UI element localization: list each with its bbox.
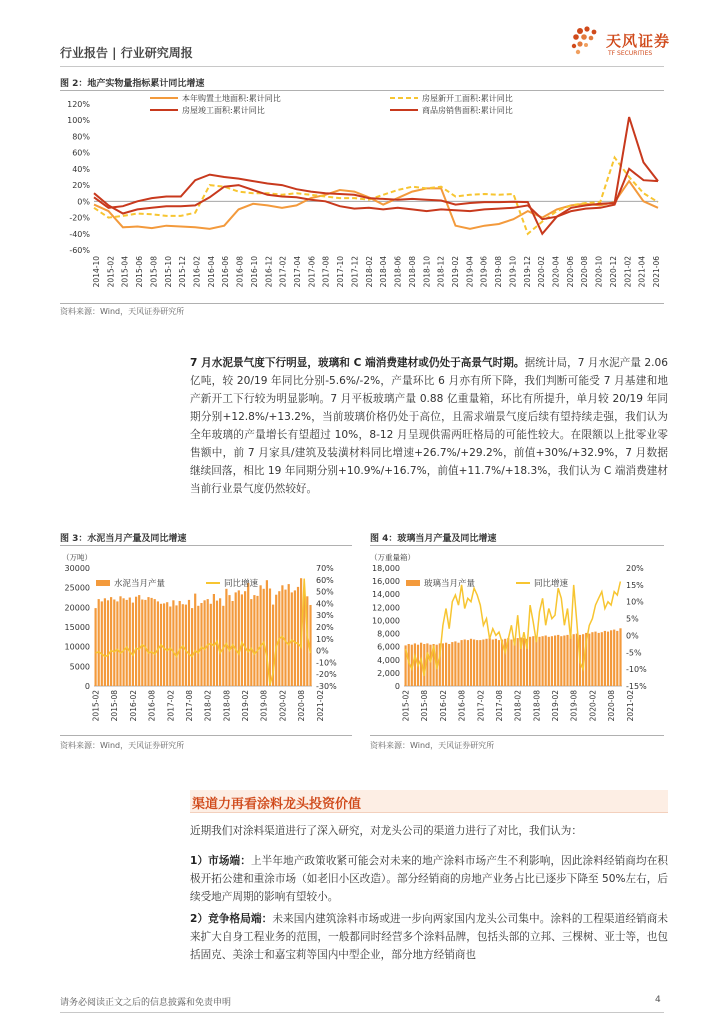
x-tick-label: 2018-08	[407, 256, 417, 288]
bar	[247, 583, 249, 686]
x-tick-label: 2015-12	[178, 256, 188, 288]
bar	[598, 633, 600, 686]
y-tick-label: 0	[394, 682, 400, 691]
y2-tick-label: -20%	[316, 670, 337, 680]
x-tick-label: 2019-08	[494, 256, 504, 288]
bar	[188, 600, 190, 686]
bar	[448, 644, 450, 686]
bar	[467, 640, 469, 686]
bar	[570, 636, 572, 687]
bar	[495, 639, 497, 686]
y-tick-label: 60%	[72, 148, 90, 158]
y-tick-label: -60%	[69, 246, 90, 255]
y-tick-label: 0	[84, 682, 90, 691]
x-tick-label: 2021-02	[315, 690, 325, 722]
paragraph-body: 据统计局，7 月水泥产量 2.06 亿吨，较 20/19 年同比分别-5.6%/-2%，产量环比 6 月亦有所下降，我们判断可能受 7 月基建和地产新开工下行较为明显影响。7 月平板玻璃产量 0.88 亿重量箱，环比有所提升，单月较 20/19 年同期分别+12.8%/+13.2%，当前玻璃价格仍处于高位，且需求端景气度后续有望持续走强，我们认为全年玻璃的产量增长有望超过 10%，8-12 月呈现供需两旺格局的可能性较大。在限额以上批零业零售额中，前 7 月家具/建筑及装潢材料同比增速+26.7%/+29.2%，前值+30%/+32.9%，7 月数据继续回落，相比 19 年同期分别+10.9%/+16.7%，前值+11.7%/+18.3%，我们认为 C 端消费建材当前行业景气度仍然较好。	[190, 357, 669, 495]
x-tick-label: 2019-04	[465, 256, 475, 288]
x-tick-label: 2019-02	[450, 256, 460, 288]
figure3-source: 资料来源：Wind，天风证券研究所	[60, 741, 185, 750]
y-tick-label: -40%	[69, 229, 90, 239]
bar	[461, 640, 463, 686]
x-tick-label: 2018-06	[393, 256, 403, 288]
x-tick-label: 2017-02	[166, 690, 176, 722]
x-tick-label: 2016-10	[249, 256, 259, 288]
x-tick-label: 2016-06	[221, 256, 231, 288]
bar	[554, 636, 556, 687]
y2-tick-label: 70%	[316, 564, 334, 573]
x-tick-label: 2015-06	[135, 256, 145, 288]
logo-subtext: TF SECURITIES	[608, 50, 653, 57]
bar	[185, 605, 187, 686]
figure4-bar-chart	[370, 550, 664, 732]
bar	[523, 638, 525, 686]
x-tick-label: 2019-08	[259, 690, 269, 722]
y2-tick-label: 20%	[626, 564, 644, 573]
y-tick-label: 6,000	[377, 642, 400, 652]
y-tick-label: 10000	[64, 642, 90, 652]
bar	[529, 637, 531, 686]
x-tick-label: 2015-08	[420, 690, 430, 722]
legend-label-2: 房屋竣工面积:累计同比	[182, 106, 265, 115]
y2-tick-label: 30%	[316, 611, 334, 621]
x-tick-label: 2018-04	[379, 256, 389, 288]
x-tick-label: 2015-04	[120, 256, 130, 288]
point-competition-text: 未来国内建筑涂料市场或进一步向两家国内龙头公司集中。涂料的工程渠道经销商未来扩大自身工程业务的范围，一般都同时经营多个涂料品牌，包括头部的立邦、三棵树、亚士等，也包括固克、美涂士和嘉宝莉等国内中型企业，部分地方经销商也	[190, 913, 669, 961]
x-tick-label: 2015-10	[163, 256, 173, 288]
figure3-rule	[60, 545, 352, 546]
legend-label-bar: 玻璃当月产量	[424, 579, 476, 589]
x-tick-label: 2020-08	[607, 690, 617, 722]
bar	[157, 601, 159, 686]
growth-line	[406, 582, 621, 676]
y-tick-label: 80%	[72, 132, 90, 142]
bar	[451, 642, 453, 686]
y-tick-label: 5000	[69, 662, 90, 672]
legend-label-bar: 水泥当月产量	[114, 579, 166, 589]
bar	[129, 598, 131, 687]
y2-tick-label: 5%	[626, 614, 639, 624]
paragraph-cement-glass	[190, 354, 668, 498]
y2-tick-label: 60%	[316, 575, 334, 585]
x-tick-label: 2015-08	[149, 256, 159, 288]
x-tick-label: 2017-02	[476, 690, 486, 722]
bar	[542, 636, 544, 686]
x-tick-label: 2015-02	[401, 690, 411, 722]
bar	[147, 597, 149, 686]
y2-tick-label: -10%	[316, 658, 337, 668]
x-tick-label: 2021-02	[623, 256, 633, 288]
x-tick-label: 2019-02	[241, 690, 251, 722]
y-tick-label: 100%	[67, 116, 90, 126]
x-tick-label: 2018-10	[422, 256, 432, 288]
figure4-rule	[370, 545, 664, 546]
x-tick-label: 2021-04	[637, 256, 647, 288]
y-tick-label: 4,000	[377, 655, 400, 665]
bar	[95, 608, 97, 686]
x-tick-label: 2015-08	[110, 690, 120, 722]
x-tick-label: 2016-02	[438, 690, 448, 722]
bar	[426, 643, 428, 686]
x-tick-label: 2020-02	[537, 255, 547, 288]
bar	[514, 639, 516, 686]
y-tick-label: 18,000	[372, 564, 400, 573]
x-tick-label: 2017-10	[336, 256, 346, 288]
brand-logo	[570, 24, 680, 64]
y-unit-label: （万重量箱）	[370, 553, 415, 562]
x-tick-label: 2020-08	[580, 256, 590, 288]
y2-tick-label: -15%	[626, 682, 647, 691]
y-tick-label: 10,000	[372, 616, 400, 626]
bar	[294, 590, 296, 686]
bar	[104, 598, 106, 686]
bar	[532, 636, 534, 686]
bar	[256, 596, 258, 686]
footer-divider	[60, 1012, 664, 1013]
x-tick-label: 2016-08	[147, 690, 157, 722]
bar	[163, 603, 165, 686]
disclaimer: 请务必阅读正文之后的信息披露和免责申明	[60, 998, 232, 1008]
y2-tick-label: 10%	[626, 597, 644, 607]
bar	[470, 639, 472, 686]
x-tick-label: 2016-08	[457, 690, 467, 722]
bar	[551, 636, 553, 686]
x-tick-label: 2016-02	[192, 256, 202, 288]
x-tick-label: 2018-08	[532, 690, 542, 722]
bar	[135, 597, 137, 686]
legend-label-line: 同比增速	[534, 579, 569, 589]
bar	[200, 603, 202, 686]
section-heading	[190, 790, 668, 813]
x-tick-label: 2019-02	[551, 690, 561, 722]
bar	[517, 638, 519, 686]
bar	[604, 631, 606, 686]
bar	[141, 600, 143, 687]
bar	[138, 595, 140, 686]
bar	[207, 599, 209, 686]
x-tick-label: 2015-02	[91, 690, 101, 722]
x-tick-label: 2016-12	[264, 256, 274, 288]
bar	[250, 599, 252, 686]
paragraph-lead: 7 月水泥景气度下行明显，玻璃和 C 端消费建材或仍处于高景气时期。	[190, 357, 525, 369]
x-tick-label: 2019-10	[508, 256, 518, 288]
figure2-rule-bottom	[60, 303, 664, 304]
bar	[172, 600, 174, 686]
bar	[175, 605, 177, 686]
y-unit-label: （万吨）	[62, 553, 92, 562]
x-tick-label: 2018-08	[222, 690, 232, 722]
x-tick-label: 2015-02	[106, 256, 116, 288]
x-tick-label: 2017-06	[307, 256, 317, 288]
report-category: 行业报告 | 行业研究周报	[60, 46, 193, 60]
bar	[414, 643, 416, 686]
figure2-source: 资料来源：Wind，天风证券研究所	[60, 307, 185, 316]
bar	[607, 632, 609, 686]
figure3-rule-bottom	[60, 735, 352, 736]
bar	[191, 608, 193, 686]
x-tick-label: 2020-08	[297, 690, 307, 722]
bar	[213, 594, 215, 686]
bar	[144, 600, 146, 686]
bar	[538, 637, 540, 686]
y2-tick-label: 50%	[316, 587, 334, 597]
legend-label-0: 本年购置土地面积:累计同比	[182, 94, 281, 103]
x-tick-label: 2018-02	[364, 256, 374, 288]
bar	[197, 606, 199, 686]
bar	[616, 631, 618, 686]
y2-tick-label: -30%	[316, 682, 337, 691]
bar	[228, 595, 230, 686]
y-tick-label: 14,000	[372, 590, 400, 600]
x-tick-label: 2020-02	[588, 690, 598, 722]
bar	[573, 634, 575, 686]
point-competition	[190, 910, 668, 964]
x-tick-label: 2020-06	[565, 256, 575, 288]
bar	[235, 592, 237, 686]
bar	[445, 643, 447, 686]
figure2-rule	[60, 90, 664, 91]
y-tick-label: 40%	[72, 164, 90, 174]
bar	[464, 640, 466, 687]
y-tick-label: 120%	[67, 100, 90, 109]
x-tick-label: 2019-12	[522, 256, 532, 288]
y-tick-label: 30000	[64, 564, 90, 573]
x-tick-label: 2021-02	[625, 690, 635, 722]
figure2-line-chart	[60, 92, 664, 302]
x-tick-label: 2019-06	[479, 256, 489, 288]
bar	[485, 639, 487, 686]
x-tick-label: 2017-08	[494, 690, 504, 722]
y-tick-label: 8,000	[377, 629, 400, 639]
y2-tick-label: 0%	[626, 631, 639, 641]
bar	[489, 638, 491, 686]
bar	[492, 640, 494, 687]
figure4-rule-bottom	[370, 735, 664, 736]
bar	[225, 589, 227, 686]
point-competition-lead: 2）竞争格局端：	[190, 913, 273, 925]
x-tick-label: 2018-12	[436, 256, 446, 288]
series-line-2	[94, 169, 658, 219]
figure4-source: 资料来源：Wind，天风证券研究所	[370, 741, 495, 750]
bar	[241, 594, 243, 686]
y2-tick-label: 10%	[316, 634, 334, 644]
legend-label-1: 房屋新开工面积:累计同比	[422, 94, 513, 103]
x-tick-label: 2020-10	[594, 256, 604, 288]
page-number: 4	[655, 995, 661, 1005]
x-tick-label: 2016-02	[128, 690, 138, 722]
header-divider	[60, 66, 664, 67]
bar	[107, 600, 109, 686]
bar	[119, 596, 121, 686]
bar	[179, 601, 181, 686]
bar	[284, 590, 286, 686]
bar	[113, 600, 115, 687]
bar	[557, 635, 559, 686]
bar	[260, 585, 262, 686]
series-line-0	[94, 181, 658, 229]
bar	[219, 598, 221, 686]
bar	[429, 645, 431, 686]
legend-swatch-bar	[96, 580, 110, 586]
y-tick-label: 20000	[64, 603, 90, 613]
bar	[510, 640, 512, 687]
y2-tick-label: 0%	[316, 646, 329, 656]
bar	[594, 632, 596, 686]
x-tick-label: 2017-04	[293, 256, 303, 288]
point-market	[190, 852, 668, 906]
point-market-lead: 1）市场端：	[190, 855, 251, 867]
x-tick-label: 2020-12	[608, 256, 618, 288]
x-tick-label: 2017-08	[184, 690, 194, 722]
bar	[498, 640, 500, 686]
x-tick-label: 2020-04	[551, 256, 561, 288]
x-tick-label: 2017-12	[350, 256, 360, 288]
y-tick-label: 20%	[72, 181, 90, 191]
bar	[238, 590, 240, 686]
figure4-title: 图 4：玻璃当月产量及同比增速	[370, 534, 497, 544]
x-tick-label: 2018-02	[513, 690, 523, 722]
bar	[566, 635, 568, 686]
bar	[244, 591, 246, 686]
bar	[204, 600, 206, 686]
bar	[476, 640, 478, 686]
bar	[297, 587, 299, 686]
bar	[110, 597, 112, 686]
y2-tick-label: 40%	[316, 599, 334, 609]
bar	[151, 598, 153, 686]
legend-label-3: 商品房销售面积:累计同比	[422, 106, 513, 115]
figure3-title: 图 3：水泥当月产量及同比增速	[60, 534, 187, 544]
bar	[132, 603, 134, 686]
bar	[98, 599, 100, 686]
logo-text: 天风证券	[606, 32, 671, 50]
bar	[588, 634, 590, 686]
bar	[563, 636, 565, 687]
legend-swatch-bar	[406, 580, 420, 586]
bar	[194, 594, 196, 686]
bar	[601, 632, 603, 686]
x-tick-label: 2016-04	[206, 256, 216, 288]
bar	[275, 595, 277, 686]
growth-line	[96, 579, 311, 685]
bar	[613, 630, 615, 686]
bar	[442, 643, 444, 686]
y-tick-label: -20%	[69, 213, 90, 223]
bar	[548, 637, 550, 686]
bar	[263, 589, 265, 686]
y-tick-label: 0%	[77, 197, 90, 207]
y2-tick-label: -10%	[626, 665, 647, 675]
bar	[482, 640, 484, 687]
x-tick-label: 2020-02	[278, 690, 288, 722]
bar	[619, 628, 621, 686]
bar	[166, 602, 168, 686]
x-tick-label: 2021-06	[652, 256, 661, 288]
legend-label-line: 同比增速	[224, 579, 259, 589]
bar	[479, 640, 481, 686]
x-tick-label: 2017-02	[278, 256, 288, 288]
bar	[454, 641, 456, 686]
point-market-text: 上半年地产政策收紧可能会对未来的地产涂料市场产生不利影响，因此涂料经销商均在积极开拓公建和重涂市场（如老旧小区改造）。部分经销商的房地产业务占比已逐步下降至 50%左右，后续受地产周期的影响有望较小。	[190, 855, 668, 903]
bar	[288, 584, 290, 686]
bar	[101, 601, 103, 686]
bar	[126, 600, 128, 686]
bar	[457, 643, 459, 686]
x-tick-label: 2018-02	[203, 690, 213, 722]
x-tick-label: 2014-10	[92, 256, 101, 288]
bar	[591, 632, 593, 686]
x-tick-label: 2016-08	[235, 256, 245, 288]
bar	[169, 607, 171, 687]
bar	[473, 640, 475, 687]
bar	[154, 599, 156, 686]
x-tick-label: 2019-08	[569, 690, 579, 722]
bar	[116, 601, 118, 686]
y-tick-label: 16,000	[372, 577, 400, 587]
section-intro: 近期我们对涂料渠道进行了深入研究，对龙头公司的渠道力进行了对比，我们认为：	[190, 825, 582, 837]
bar	[535, 638, 537, 687]
y2-tick-label: -5%	[626, 648, 642, 658]
x-tick-label: 2017-08	[321, 256, 331, 288]
bar	[123, 598, 125, 686]
bar	[545, 636, 547, 687]
figure2-title: 图 2：地产实物量指标累计同比增速	[60, 79, 205, 89]
figure3-bar-chart	[60, 550, 352, 732]
y-tick-label: 25000	[64, 583, 90, 593]
y-tick-label: 12,000	[372, 603, 400, 613]
y2-tick-label: 20%	[316, 623, 334, 632]
y-tick-label: 2,000	[377, 668, 400, 678]
y2-tick-label: 15%	[626, 580, 644, 590]
section-title: 渠道力再看涂料龙头投资价值	[192, 797, 362, 812]
bar	[560, 636, 562, 686]
logo-mark-icon	[570, 24, 604, 58]
bar	[610, 630, 612, 686]
y-tick-label: 15000	[64, 623, 90, 632]
bar	[253, 595, 255, 686]
